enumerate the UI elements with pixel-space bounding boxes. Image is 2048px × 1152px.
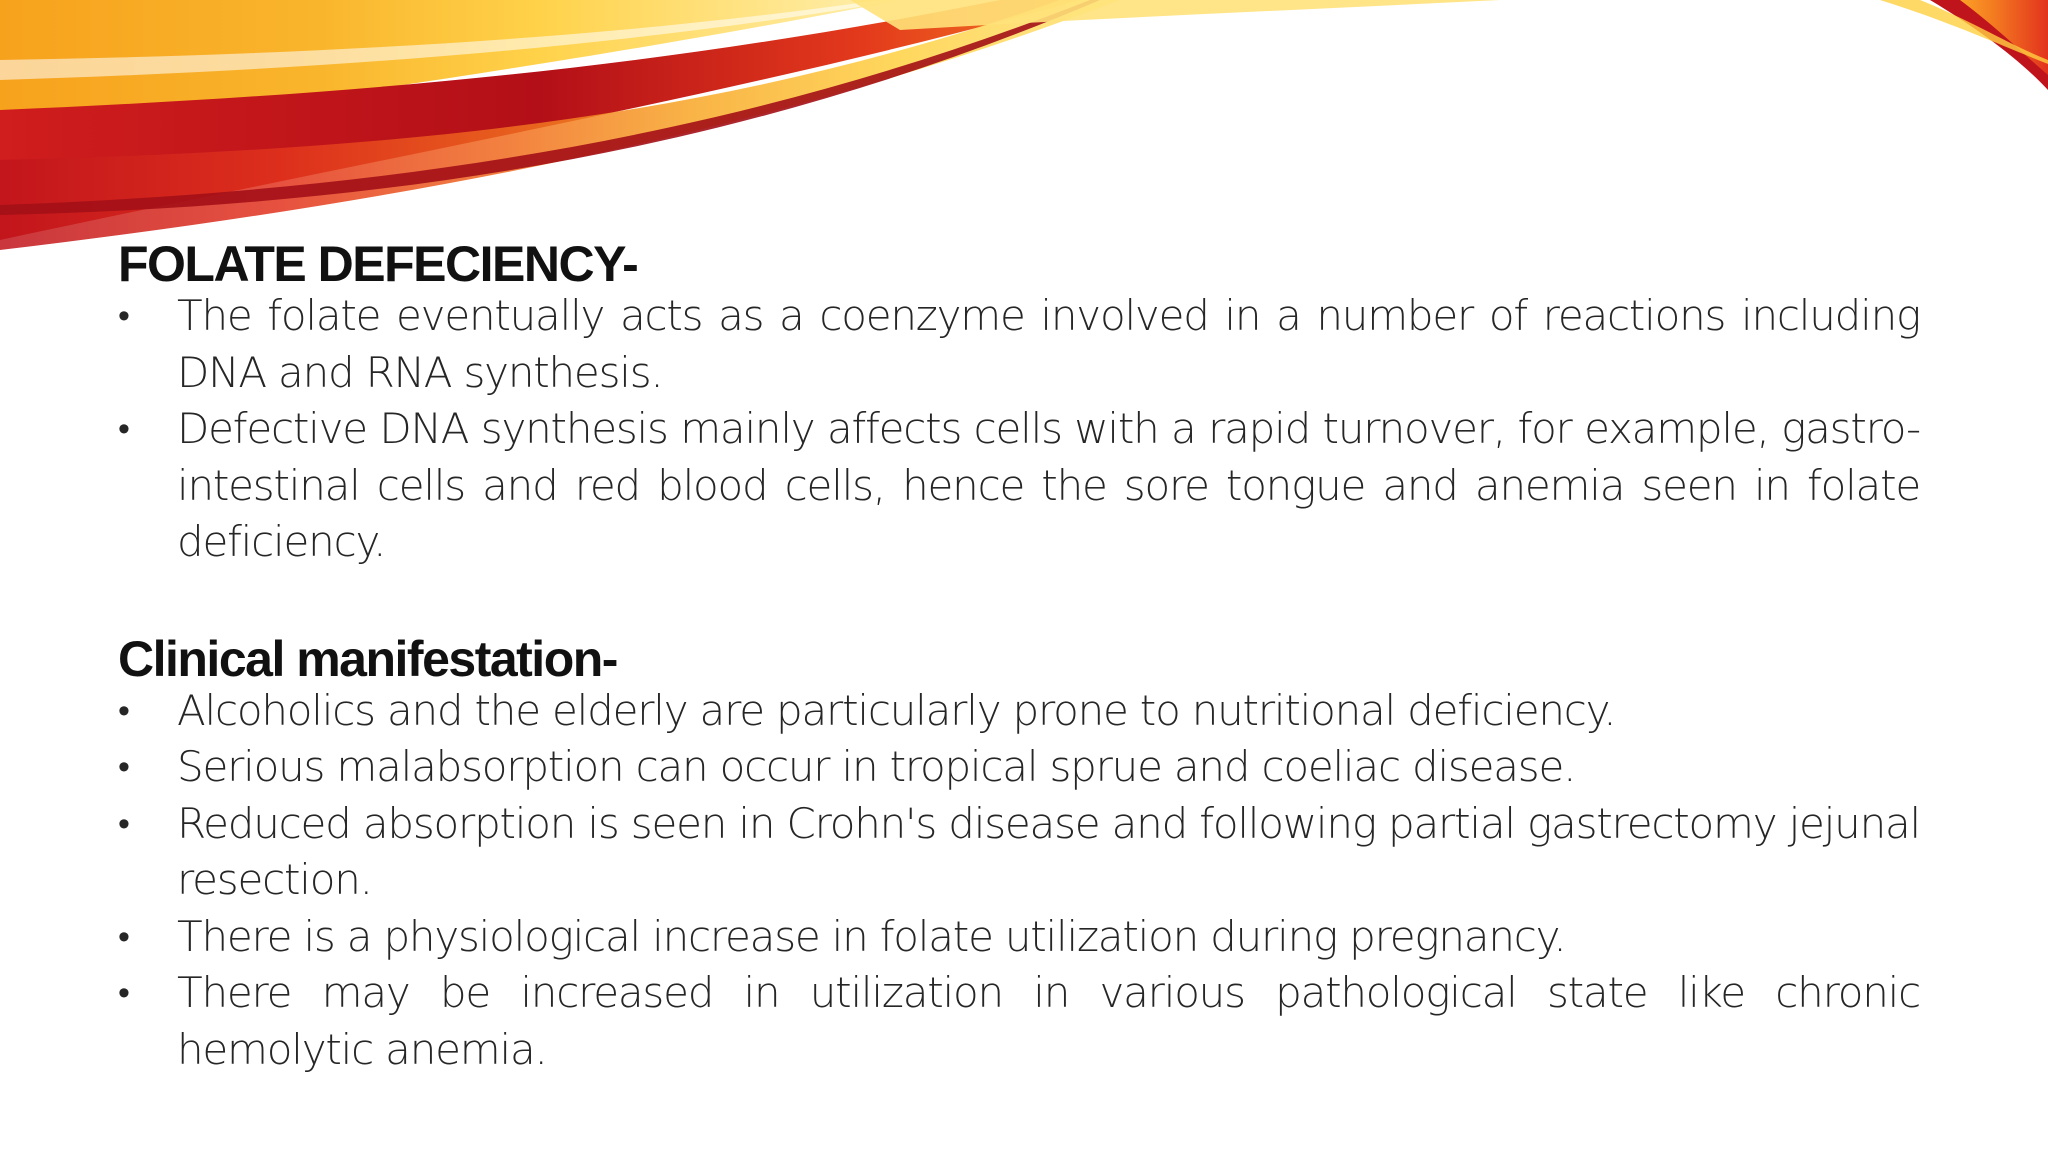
bullet-text: Reduced absorption is seen in Crohn's disease and following partial gastrectomy jejunal resection. (177, 798, 1920, 904)
swoosh-streak-top (850, 0, 1500, 30)
bullet-text: The folate eventually acts as a coenzyme involved in a number of reactions including DNA and RNA synthesis. (177, 291, 1920, 397)
bullet-item (118, 401, 1920, 571)
bullet-icon: • (118, 690, 129, 731)
bullet-icon: • (118, 747, 129, 787)
bullet-icon: • (118, 803, 129, 844)
bullet-item (118, 965, 1920, 1078)
bullet-text: Defective DNA synthesis mainly affects cells with a rapid turnover, for example, gastro-intestinal cells and red blood cells, hence the sore tongue and anemia seen in folate deficiency. (177, 404, 1920, 566)
bullet-item (118, 683, 1920, 740)
decorative-swoosh-banner (0, 0, 2048, 260)
bullet-text: There may be increased in utilization in various pathological state like chronic hemolytic anemia. (177, 968, 1920, 1074)
clinical-manifestation-bullet-list (118, 683, 1920, 1079)
bullet-item (118, 739, 1920, 796)
section-heading-folate-deficiency: FOLATE DEFECIENCY- (118, 236, 638, 292)
section-heading-clinical-manifestation: Clinical manifestation- (118, 630, 617, 687)
bullet-icon: • (118, 296, 129, 336)
bullet-item (118, 796, 1920, 909)
bullet-item (118, 288, 1920, 401)
bullet-text: There is a physiological increase in folate utilization during pregnancy. (177, 911, 1566, 961)
folate-deficiency-bullet-list (118, 288, 1920, 571)
bullet-icon: • (118, 409, 129, 449)
bullet-icon: • (118, 973, 129, 1013)
slide-content (118, 232, 1920, 1078)
bullet-text: Serious malabsorption can occur in tropical sprue and coeliac disease. (177, 742, 1576, 791)
section-spacer (118, 571, 1920, 627)
bullet-icon: • (118, 916, 129, 957)
bullet-text: Alcoholics and the elderly are particularly prone to nutritional deficiency. (177, 685, 1616, 735)
bullet-item (118, 909, 1920, 966)
